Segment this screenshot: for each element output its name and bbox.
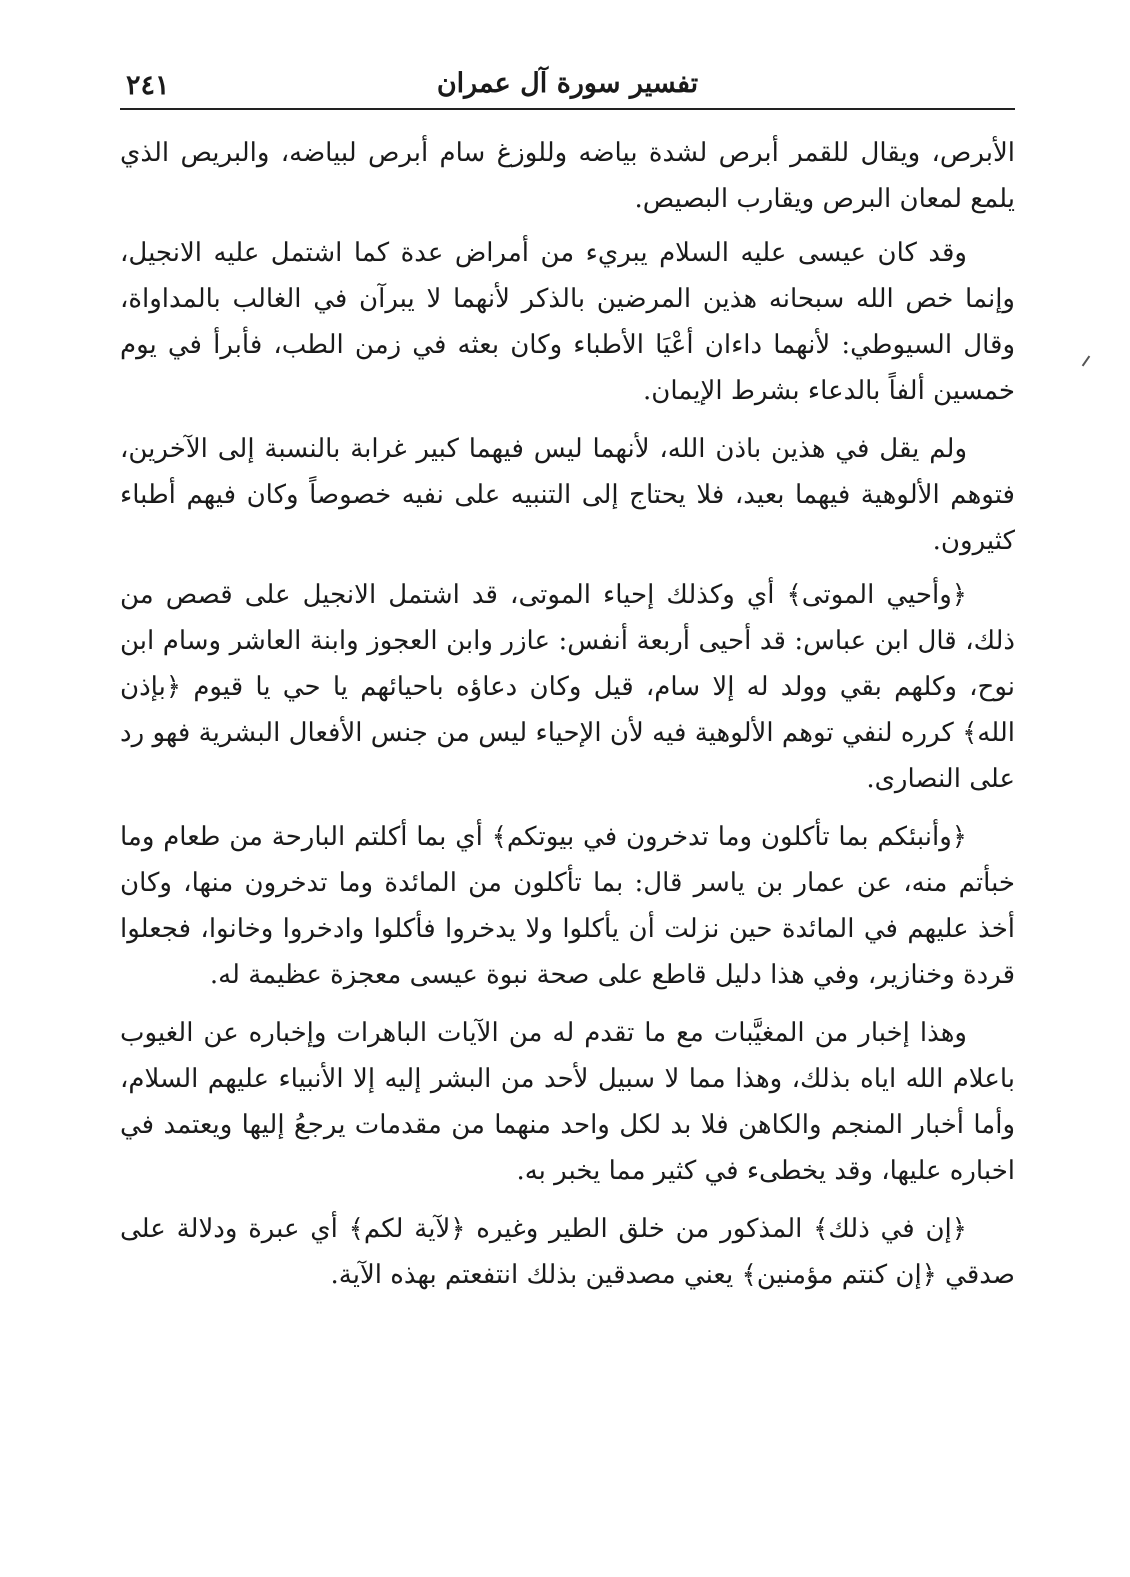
paragraph (120, 814, 1015, 998)
paragraph (120, 426, 1015, 564)
margin-pen-mark (1082, 356, 1091, 367)
body-text (120, 110, 1015, 1298)
paragraph-text: الأبرص، ويقال للقمر أبرص لشدة بياضه وللوزغ سام أبرص لبياضه، والبريص الذي يلمع لمعان البرص ويقارب البصيص. (120, 138, 1015, 214)
paragraph (120, 572, 1015, 802)
paragraph (120, 230, 1015, 414)
paragraph-text: ولم يقل في هذين باذن الله، لأنهما ليس فيهما كبير غرابة بالنسبة إلى الآخرين، فتوهم الألوهية فيهما بعيد، فلا يحتاج إلى التنبيه على نفيه خصوصاً وكان فيهم أطباء كثيرون. (120, 434, 1015, 556)
paragraph-text: وهذا إخبار من المغيَّبات مع ما تقدم له من الآيات الباهرات وإخباره عن الغيوب باعلام الله اياه بذلك، وهذا مما لا سبيل لأحد من البشر إليه إلا الأنبياء عليهم السلام، وأما أخبار المنجم والكاهن فلا بد لكل واحد منهما من مقدمات يرجعُ إليها ويعتمد في اخباره عليها، وقد يخطىء في كثير مما يخبر به. (120, 1018, 1015, 1186)
running-header (120, 60, 1015, 110)
paragraph-text: وقد كان عيسى عليه السلام يبريء من أمراض عدة كما اشتمل عليه الانجيل، وإنما خص الله سبحانه هذين المرضين بالذكر لأنهما لا يبرآن في الغالب بالمداواة، وقال السيوطي: لأنهما داءان أعْيَا الأطباء وكان بعثه في زمن الطب، فأبرأ في يوم خمسين ألفاً بالدعاء بشرط الإيمان. (120, 238, 1015, 406)
paragraph (120, 1010, 1015, 1194)
paragraph-text: ﴿وأنبئكم بما تأكلون وما تدخرون في بيوتكم﴾ أي بما أكلتم البارحة من طعام وما خبأتم منه، عن عمار بن ياسر قال: بما تأكلون من المائدة وما تدخرون منها، وكان أخذ عليهم في المائدة حين نزلت أن يأكلوا ولا يدخروا فأكلوا وادخروا وخانوا، فجعلوا قردة وخنازير، وفي هذا دليل قاطع على صحة نبوة عيسى معجزة عظيمة له. (120, 822, 1015, 990)
book-page (120, 60, 1015, 1550)
paragraph (120, 130, 1015, 222)
paragraph-text: ﴿وأحيي الموتى﴾ أي وكذلك إحياء الموتى، قد اشتمل الانجيل على قصص من ذلك، قال ابن عباس: قد أحيى أربعة أنفس: عازر وابن العجوز وابنة العاشر وسام ابن نوح، وكلهم بقي وولد له إلا سام، قيل وكان دعاؤه باحيائهم يا حي يا قيوم ﴿بإذن الله﴾ كرره لنفي توهم الألوهية فيه لأن الإحياء ليس من جنس الأفعال البشرية فهو رد على النصارى. (120, 580, 1016, 794)
page-number: ٢٤١ (126, 70, 170, 101)
paragraph-text: ﴿إن في ذلك﴾ المذكور من خلق الطير وغيره ﴿لآية لكم﴾ أي عبرة ودلالة على صدقي ﴿إن كنتم مؤمنين﴾ يعني مصدقين بذلك انتفعتم بهذه الآية. (120, 1214, 1015, 1290)
paragraph (120, 1206, 1015, 1298)
chapter-title: تفسير سورة آل عمران (436, 68, 699, 99)
